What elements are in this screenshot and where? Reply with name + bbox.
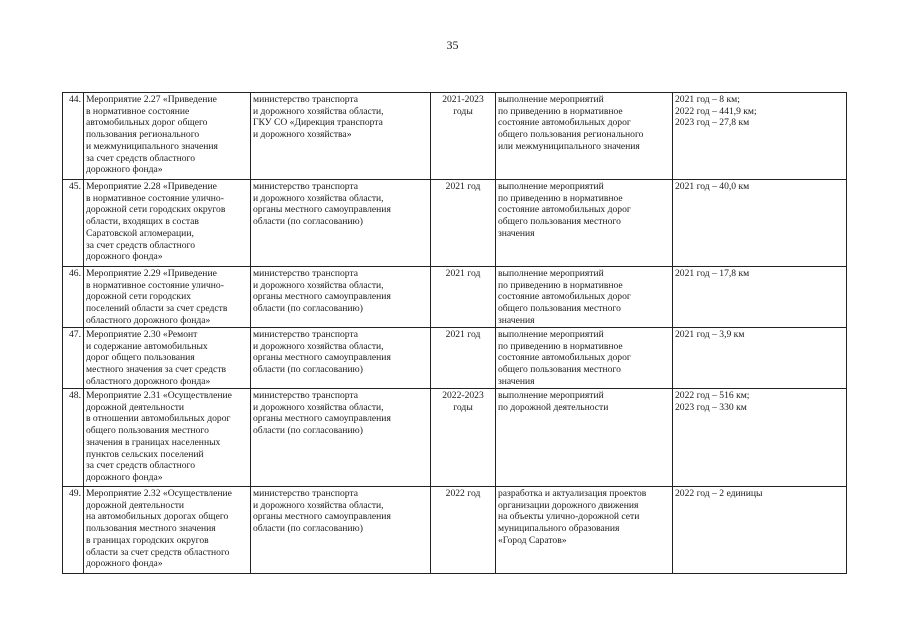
event-name: Мероприятие 2.31 «Осуществление дорожной деятельности в отношении автомобильных дорог общего пользования местного значения в границах населенных пунктов сельских поселений за счет средств областного дорожного фонда»: [84, 389, 251, 487]
executor: министерство транспорта и дорожного хозяйства области, органы местного самоуправления области (по согласованию): [251, 328, 431, 389]
event-name: Мероприятие 2.28 «Приведение в нормативное состояние улично- дорожной сети городских округов области, входящих в состав Саратовской агломерации, за счет средств областного дорожного фонда»: [84, 180, 251, 267]
events-table: [62, 92, 847, 574]
indicator: 2021 год – 8 км; 2022 год – 441,9 км; 2023 год – 27,8 км: [673, 93, 847, 180]
table-row: [63, 328, 847, 389]
indicator: 2022 год – 516 км; 2023 год – 330 км: [673, 389, 847, 487]
page-number: 35: [446, 38, 459, 52]
event-name: Мероприятие 2.32 «Осуществление дорожной деятельности на автомобильных дорогах общего пользования местного значения в границах городских округов области за счет средств областного дорожного фонда»: [84, 487, 251, 574]
event-name: Мероприятие 2.29 «Приведение в нормативное состояние улично- дорожной сети городских поселений области за счет средств областного дорожного фонда»: [84, 267, 251, 328]
event-name: Мероприятие 2.30 «Ремонт и содержание автомобильных дорог общего пользования местного значения за счет средств областного дорожного фонда»: [84, 328, 251, 389]
table-row: [63, 93, 847, 180]
indicator: 2021 год – 40,0 км: [673, 180, 847, 267]
period: 2021 год: [431, 328, 496, 389]
expected-result: выполнение мероприятий по дорожной деятельности: [496, 389, 673, 487]
expected-result: выполнение мероприятий по приведению в нормативное состояние автомобильных дорог общего пользования местного значения: [496, 180, 673, 267]
row-number: 45.: [63, 180, 84, 267]
indicator: 2021 год – 17,8 км: [673, 267, 847, 328]
table-row: [63, 389, 847, 487]
table-row: [63, 487, 847, 574]
period: 2022 год: [431, 487, 496, 574]
expected-result: выполнение мероприятий по приведению в нормативное состояние автомобильных дорог общего пользования местного значения: [496, 267, 673, 328]
period: 2021 год: [431, 180, 496, 267]
row-number: 48.: [63, 389, 84, 487]
event-name: Мероприятие 2.27 «Приведение в нормативное состояние автомобильных дорог общего пользования регионального и межмуниципального значения за счет средств областного дорожного фонда»: [84, 93, 251, 180]
executor: министерство транспорта и дорожного хозяйства области, органы местного самоуправления области (по согласованию): [251, 389, 431, 487]
executor: министерство транспорта и дорожного хозяйства области, органы местного самоуправления области (по согласованию): [251, 487, 431, 574]
indicator: 2022 год – 2 единицы: [673, 487, 847, 574]
executor: министерство транспорта и дорожного хозяйства области, органы местного самоуправления области (по согласованию): [251, 180, 431, 267]
expected-result: выполнение мероприятий по приведению в нормативное состояние автомобильных дорог общего пользования местного значения: [496, 328, 673, 389]
period: 2021-2023 годы: [431, 93, 496, 180]
table-row: [63, 180, 847, 267]
table-row: [63, 267, 847, 328]
executor: министерство транспорта и дорожного хозяйства области, органы местного самоуправления области (по согласованию): [251, 267, 431, 328]
row-number: 44.: [63, 93, 84, 180]
row-number: 47.: [63, 328, 84, 389]
indicator: 2021 год – 3,9 км: [673, 328, 847, 389]
expected-result: выполнение мероприятий по приведению в нормативное состояние автомобильных дорог общего пользования регионального или межмуниципального значения: [496, 93, 673, 180]
row-number: 49.: [63, 487, 84, 574]
row-number: 46.: [63, 267, 84, 328]
period: 2021 год: [431, 267, 496, 328]
expected-result: разработка и актуализация проектов организации дорожного движения на объекты улично-дорожной сети муниципального образования «Город Саратов»: [496, 487, 673, 574]
period: 2022-2023 годы: [431, 389, 496, 487]
executor: министерство транспорта и дорожного хозяйства области, ГКУ СО «Дирекция транспорта и дорожного хозяйства»: [251, 93, 431, 180]
